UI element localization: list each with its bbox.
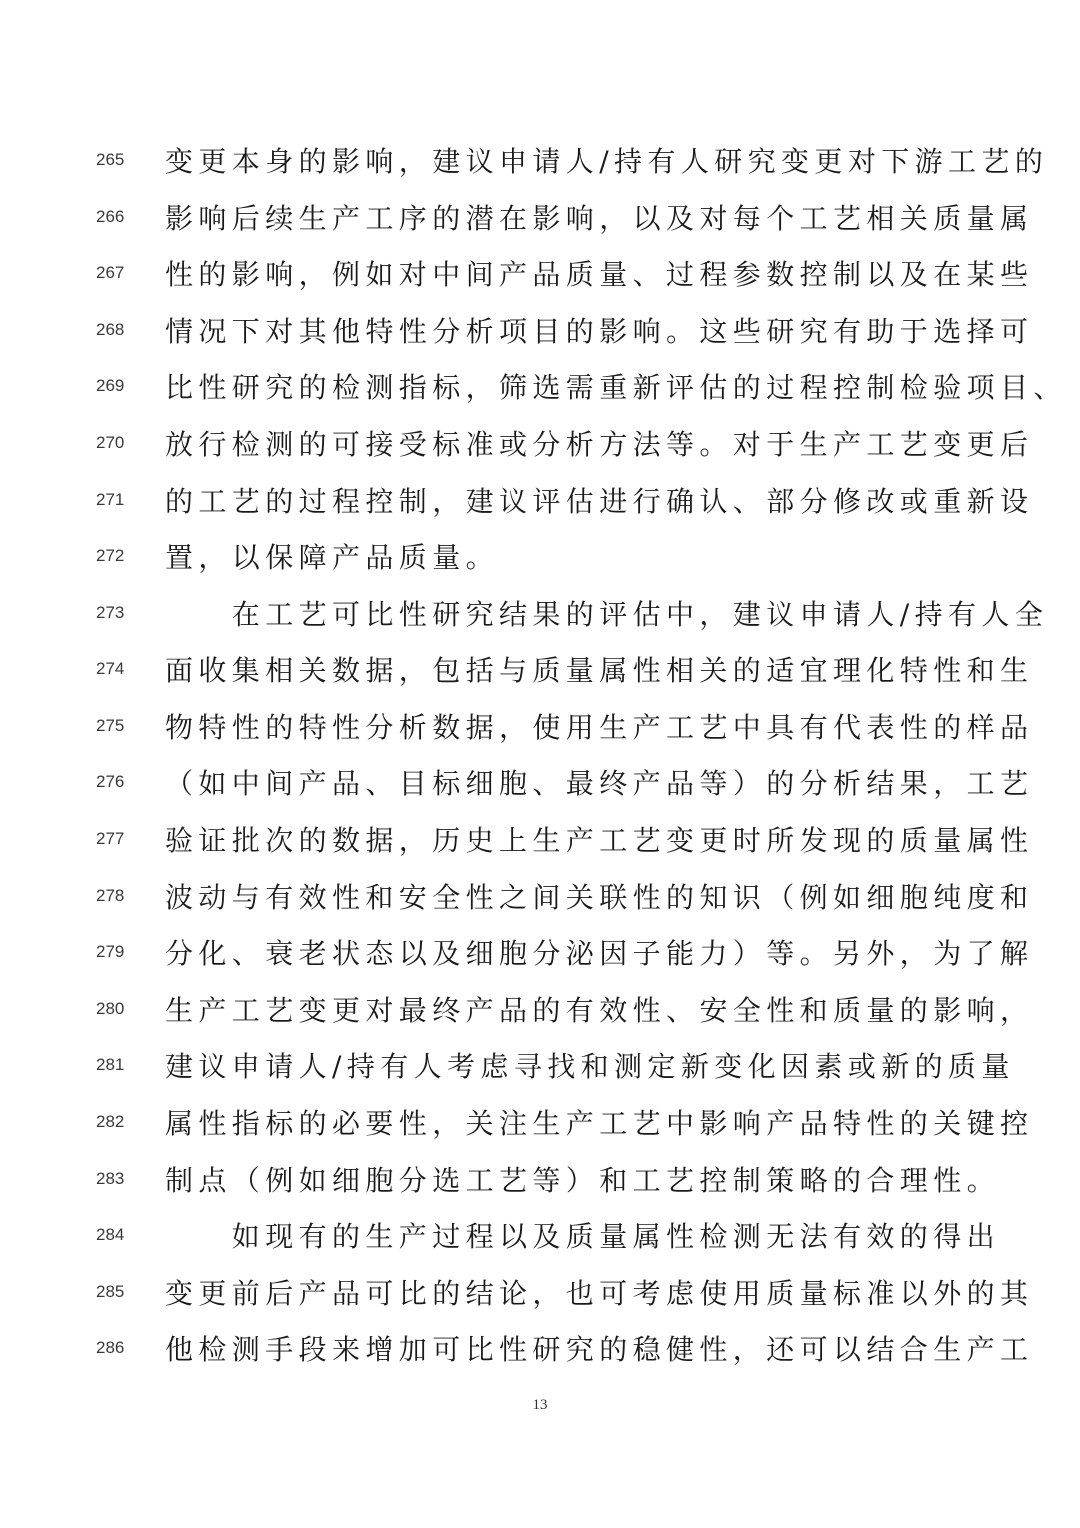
text-line: [0, 1215, 1080, 1255]
line-text: 验证批次的数据，历史上生产工艺变更时所发现的质量属性: [165, 824, 1034, 857]
text-line: [0, 423, 1080, 463]
line-number: 276: [96, 772, 125, 791]
line-text: 分化、衰老状态以及细胞分泌因子能力）等。另外，为了解: [165, 937, 1034, 970]
line-number: 286: [96, 1338, 125, 1357]
line-text: 性的影响，例如对中间产品质量、过程参数控制以及在某些: [165, 258, 1034, 291]
text-line: [0, 989, 1080, 1029]
line-number: 271: [96, 490, 125, 509]
line-number: 282: [96, 1112, 125, 1131]
line-number: 268: [96, 320, 125, 339]
line-number: 277: [96, 829, 125, 848]
line-text: 情况下对其他特性分析项目的影响。这些研究有助于选择可: [165, 315, 1034, 348]
line-text: 放行检测的可接受标准或分析方法等。对于生产工艺变更后: [165, 428, 1034, 461]
line-number: 285: [96, 1282, 125, 1301]
text-line: [0, 310, 1080, 350]
line-number: 283: [96, 1169, 125, 1188]
line-number: 275: [96, 716, 125, 735]
text-line: [0, 197, 1080, 237]
text-line: [0, 1159, 1080, 1199]
line-number: 280: [96, 999, 125, 1018]
line-text: 生产工艺变更对最终产品的有效性、安全性和质量的影响，: [165, 994, 1034, 1027]
line-number: 274: [96, 659, 125, 678]
text-line: [0, 876, 1080, 916]
line-number: 265: [96, 150, 125, 169]
text-line: [0, 932, 1080, 972]
line-text: 波动与有效性和安全性之间关联性的知识（例如细胞纯度和: [165, 881, 1034, 914]
text-line: [0, 536, 1080, 576]
line-text: 变更前后产品可比的结论，也可考虑使用质量标准以外的其: [165, 1277, 1034, 1310]
text-line: [0, 1272, 1080, 1312]
line-number: 270: [96, 433, 125, 452]
line-text: 比性研究的检测指标，筛选需重新评估的过程控制检验项目、: [165, 371, 1067, 404]
text-line: [0, 819, 1080, 859]
line-number: 273: [96, 603, 125, 622]
line-text: 属性指标的必要性，关注生产工艺中影响产品特性的关键控: [165, 1107, 1034, 1140]
line-text: 物特性的特性分析数据，使用生产工艺中具有代表性的样品: [165, 711, 1034, 744]
line-number: 272: [96, 546, 125, 565]
line-text: （如中间产品、目标细胞、最终产品等）的分析结果，工艺: [165, 767, 1034, 800]
text-line: [0, 1328, 1080, 1368]
text-line: [0, 706, 1080, 746]
text-line: [0, 253, 1080, 293]
line-number: 267: [96, 263, 125, 282]
line-text: 置，以保障产品质量。: [165, 541, 500, 574]
line-number: 284: [96, 1225, 125, 1244]
line-text: 建议申请人/持有人考虑寻找和测定新变化因素或新的质量: [165, 1050, 1015, 1083]
line-number: 269: [96, 376, 125, 395]
line-text: 的工艺的过程控制，建议评估进行确认、部分修改或重新设: [165, 485, 1034, 518]
line-number: 266: [96, 207, 125, 226]
line-text: 如现有的生产过程以及质量属性检测无法有效的得出: [165, 1220, 1001, 1253]
page-number: 13: [532, 1397, 548, 1413]
text-line: [0, 366, 1080, 406]
line-text: 制点（例如细胞分选工艺等）和工艺控制策略的合理性。: [165, 1164, 1001, 1197]
line-text: 他检测手段来增加可比性研究的稳健性，还可以结合生产工: [165, 1333, 1034, 1366]
text-line: [0, 1102, 1080, 1142]
text-line: [0, 140, 1080, 180]
line-text: 在工艺可比性研究结果的评估中，建议申请人/持有人全: [165, 598, 1049, 631]
text-line: [0, 649, 1080, 689]
text-line: [0, 480, 1080, 520]
line-text: 面收集相关数据，包括与质量属性相关的适宜理化特性和生: [165, 654, 1034, 687]
text-line: [0, 762, 1080, 802]
line-text: 变更本身的影响，建议申请人/持有人研究变更对下游工艺的: [165, 145, 1049, 178]
line-number: 279: [96, 942, 125, 961]
line-number: 281: [96, 1055, 125, 1074]
line-number: 278: [96, 886, 125, 905]
line-text: 影响后续生产工序的潜在影响，以及对每个工艺相关质量属: [165, 202, 1034, 235]
text-line: [0, 1045, 1080, 1085]
text-line: [0, 593, 1080, 633]
